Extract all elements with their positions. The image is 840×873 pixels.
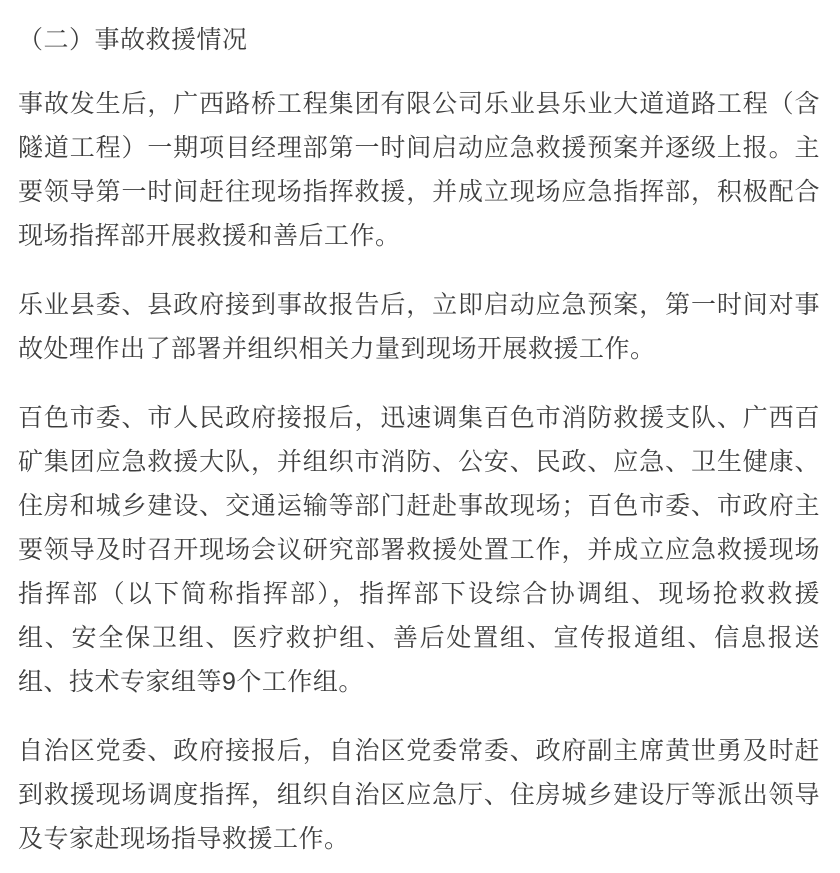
paragraph-rescue-company: 事故发生后，广西路桥工程集团有限公司乐业县乐业大道道路工程（含隧道工程）一期项目经理部第一时间启动应急救援预案并逐级上报。主要领导第一时间赶往现场指挥救援，并成立现场应急指挥部，积极配合现场指挥部开展救援和善后工作。: [18, 90, 820, 250]
paragraph-city-response: 百色市委、市人民政府接报后，迅速调集百色市消防救援支队、广西百矿集团应急救援大队，并组织市消防、公安、民政、应急、卫生健康、住房和城乡建设、交通运输等部门赶赴事故现场；百色市委、市政府主要领导及时召开现场会议研究部署救援处置工作，并成立应急救援现场指挥部（以下简称指挥部），指挥部下设综合协调组、现场抢救救援组、安全保卫组、医疗救护组、善后处置组、宣传报道组、信息报送组、技术专家组等9个工作组。: [18, 404, 820, 696]
section-heading: （二）事故救援情况: [18, 26, 248, 54]
paragraph-region-response: 自治区党委、政府接报后，自治区党委常委、政府副主席黄世勇及时赶到救援现场调度指挥，组织自治区应急厅、住房城乡建设厅等派出领导及专家赴现场指导救援工作。: [18, 737, 820, 853]
paragraph-county-response: 乐业县委、县政府接到事故报告后，立即启动应急预案，第一时间对事故处理作出了部署并组织相关力量到现场开展救援工作。: [18, 291, 820, 363]
